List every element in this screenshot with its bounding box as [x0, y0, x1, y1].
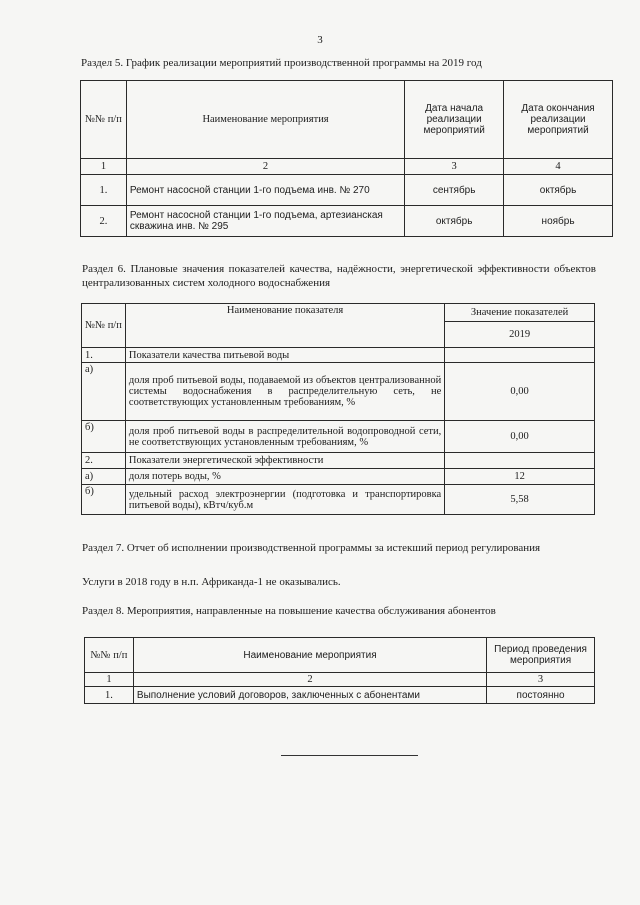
section7-text: Услуги в 2018 году в н.п. Африканда-1 не оказывались.	[82, 576, 341, 588]
row-name: Ремонт насосной станции 1-го подъема, артезианская скважина инв. № 295	[126, 206, 404, 237]
row-num: а)	[82, 469, 126, 485]
row-value	[445, 348, 595, 363]
row-start: октябрь	[405, 206, 504, 237]
section6-header-num: №№ п/п	[82, 304, 126, 348]
section5-heading: Раздел 5. График реализации мероприятий производственной программы на 2019 год	[81, 57, 482, 69]
section6-header-value: Значение показателей	[445, 304, 595, 322]
row-num: 2.	[82, 453, 126, 469]
row-name: Показатели энергетической эффективности	[125, 453, 444, 469]
table-row	[82, 453, 595, 469]
section5-header-num: №№ п/п	[81, 81, 127, 159]
section5-colnum: 3	[405, 159, 504, 175]
section5-header-start: Дата начала реализации мероприятий	[405, 81, 504, 159]
row-value: 12	[445, 469, 595, 485]
section8-header-period: Период проведения мероприятия	[487, 638, 595, 673]
row-num: б)	[82, 421, 126, 453]
row-name: Ремонт насосной станции 1-го подъема инв. № 270	[126, 175, 404, 206]
row-value: 0,00	[445, 363, 595, 421]
section8-heading: Раздел 8. Мероприятия, направленные на повышение качества обслуживания абонентов	[82, 605, 496, 617]
row-num: 2.	[81, 206, 127, 237]
row-name: Выполнение условий договоров, заключенных с абонентами	[133, 687, 486, 704]
row-num: 1.	[81, 175, 127, 206]
signature-line	[281, 755, 418, 756]
table-row	[85, 687, 595, 704]
section6-header-year: 2019	[445, 322, 595, 348]
row-value	[445, 453, 595, 469]
row-name: Показатели качества питьевой воды	[125, 348, 444, 363]
table-row	[81, 175, 613, 206]
section8-colnum: 2	[133, 673, 486, 687]
row-name: доля проб питьевой воды, подаваемой из объектов централизованной системы водоснабжения в распределительную сеть, не соответствующих установленным требованиям, %	[125, 363, 444, 421]
row-num: 1.	[82, 348, 126, 363]
section5-table	[80, 80, 613, 237]
section5-header-name: Наименование мероприятия	[126, 81, 404, 159]
row-value: 5,58	[445, 485, 595, 515]
table-row	[82, 469, 595, 485]
table-row	[82, 348, 595, 363]
section8-header-num: №№ п/п	[85, 638, 134, 673]
section8-table	[84, 637, 595, 704]
page-number: 3	[317, 34, 323, 46]
section6-header-name: Наименование показателя	[125, 304, 444, 348]
row-name: удельный расход электроэнергии (подготовка и транспортировка питьевой воды), кВтч/куб.м	[125, 485, 444, 515]
section8-colnum: 1	[85, 673, 134, 687]
section5-colnum: 1	[81, 159, 127, 175]
row-period: постоянно	[487, 687, 595, 704]
row-num: а)	[82, 363, 126, 421]
table-row	[81, 206, 613, 237]
section6-table	[81, 303, 595, 515]
table-row	[82, 421, 595, 453]
row-num: б)	[82, 485, 126, 515]
row-end: ноябрь	[504, 206, 613, 237]
table-row	[82, 363, 595, 421]
table-row	[82, 485, 595, 515]
row-name: доля потерь воды, %	[125, 469, 444, 485]
row-num: 1.	[85, 687, 134, 704]
section7-heading: Раздел 7. Отчет об исполнении производственной программы за истекший период регулирования	[82, 542, 541, 554]
section8-header-name: Наименование мероприятия	[133, 638, 486, 673]
section6-heading: Раздел 6. Плановые значения показателей качества, надёжности, энергетической эффективности объектов централизованных систем холодного водоснабжения	[82, 263, 596, 289]
row-name: доля проб питьевой воды в распределительной водопроводной сети, не соответствующих установленным требованиям, %	[125, 421, 444, 453]
section5-colnum: 4	[504, 159, 613, 175]
row-end: октябрь	[504, 175, 613, 206]
section5-colnum: 2	[126, 159, 404, 175]
section5-header-end: Дата окончания реализации мероприятий	[504, 81, 613, 159]
section8-colnum: 3	[487, 673, 595, 687]
row-value: 0,00	[445, 421, 595, 453]
row-start: сентябрь	[405, 175, 504, 206]
